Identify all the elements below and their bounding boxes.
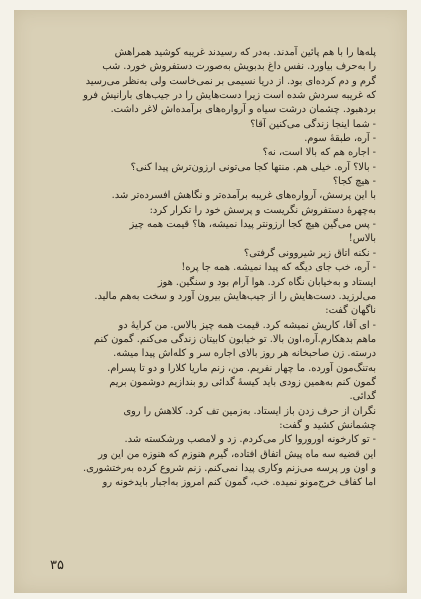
text-line: - آره، خب جای دیگه که پیدا نمیشه. همه جا پره! [181, 262, 376, 274]
text-line: - پس می‌گین هیچ کجا ارزونتر پیدا نمیشه، ها؟ قیمت همه چیز [129, 219, 376, 231]
text-line: نگران از حرف زدن باز ایستاد. به‌زمین تف کرد. کلاهش را روی [123, 405, 376, 417]
text-line: به‌تنگ‌مون آورده. ما چهار نفریم. من، زنم ماریا کلارا و دو تا پسرام. [107, 362, 376, 374]
text-line: بالاس! [348, 233, 376, 245]
text-line: - اجاره هم که بالا است، نه؟ [262, 147, 376, 159]
text-line: - تو کارخونه اوروروا کار می‌کردم. زد و لامصب ورشکسته شد. [124, 434, 376, 446]
text-line: گدائی. [349, 391, 376, 403]
text-line: بردهبود. چشمان درشت سیاه و آرواره‌های برآمده‌اش لاغر داشت. [110, 104, 376, 116]
text-line: که غریبه سردش شده است زیرا دست‌هایش را در جیب‌های بارانیش فرو [83, 90, 376, 102]
text-line: می‌لرزید. دست‌هایش را از جیب‌هایش بیرون آورد و سخت به‌هم مالید. [94, 290, 376, 302]
book-page [14, 10, 407, 593]
text-line: این قضیه سه ماه پیش اتفاق افتاده، گیرم هنوزم که هنوزه من این ور [98, 448, 376, 460]
text-line: با این پرسش، آرواره‌های غریبه برآمده‌تر و نگاهش افسرده‌تر شد. [111, 190, 376, 202]
page-number: ۳۵ [50, 558, 64, 573]
text-line: پله‌ها را با هم پائین آمدند. به‌در که رسیدند غریبه کوشید همراهش [114, 47, 376, 58]
text-line: اما کفاف خرج‌مونو نمیده. خب، گمون کنم امروز به‌اجبار بایدخونه رو [102, 477, 376, 489]
text-line: ناگهان گفت: [325, 305, 376, 317]
text-line: به‌چهرهٔ دستفروش نگریست و پرسش خود را تکرار کرد: [149, 204, 376, 216]
text-line: گرم و دم کرده‌ای بود. از دریا نسیمی بر نمی‌خاست ولی به‌نظر می‌رسید [85, 75, 376, 87]
text-line: - آره، طبقهٔ سوم. [304, 133, 376, 145]
text-line: را به‌حرف بیاورد. نفس داغ بدبویش به‌صورت دستفروش خورد. شب [102, 61, 376, 73]
text-line: - نکنه اتاق زیر شیروونی گرفتی؟ [243, 247, 376, 259]
text-line: - ای آقا، کاریش نمیشه کرد. قیمت همه چیز بالاس. من کرایهٔ دو [118, 319, 376, 331]
text-line: - هیچ کجا؟ [332, 176, 376, 188]
text-line: ایستاد و به‌خیابان نگاه کرد. هوا آرام بود و سنگین. هوز [157, 276, 376, 288]
text-line: - شما اینجا زندگی می‌کنین آقا؟ [250, 118, 376, 130]
text-line: چشمانش کشید و گفت: [279, 419, 376, 431]
text-line: - بالا؟ آره. خیلی هم. منتها کجا می‌تونی ارزون‌ترش پیدا کنی؟ [130, 161, 376, 173]
text-line: گمون کنم به‌همین زودی باید کیسهٔ گدائی رو بندازیم دوشمون بریم [109, 376, 376, 388]
page-text [48, 46, 376, 491]
text-line: ماهم بدهکارم.آره،اون بالا. تو خیابون کابیتان زندگی می‌کنم. گمون کنم [93, 333, 376, 345]
text-line: و اون ور پرسه می‌زنم وکاری پیدا نمی‌کنم. زنم شروع کرده به‌رختشوری. [83, 462, 376, 474]
text-line: درسته. زن صاحبخانه هر روز بالای اجاره سر و کله‌اش پیدا میشه. [113, 348, 376, 360]
